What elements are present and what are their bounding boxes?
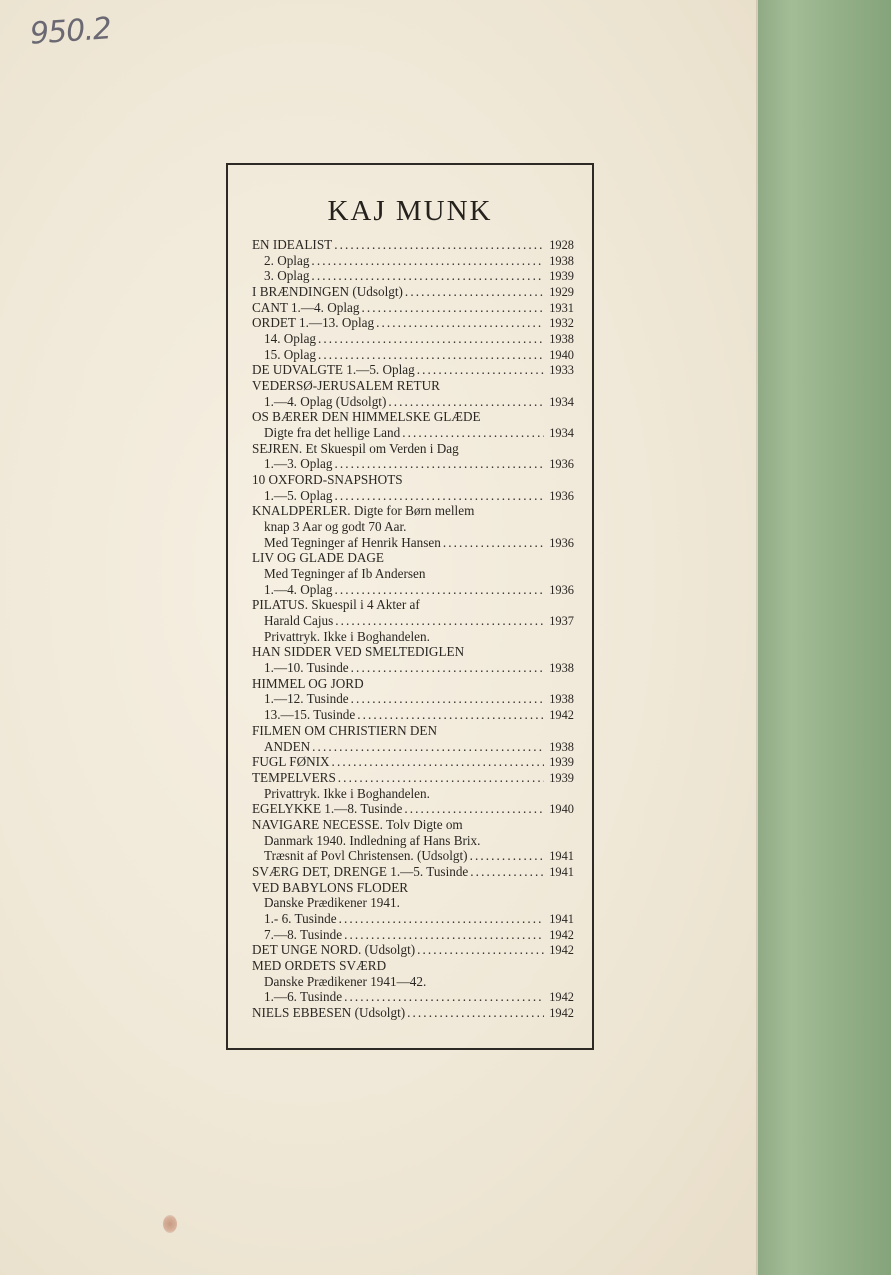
leader-dots	[470, 864, 544, 880]
list-item	[252, 378, 574, 394]
entry-title: ORDET 1.—13. Oplag	[252, 315, 375, 331]
entry-title: HIMMEL OG JORD	[252, 675, 364, 691]
entry-title: PILATUS. Skuespil i 4 Akter af	[252, 597, 420, 613]
entry-year: 1929	[549, 285, 574, 300]
entry-year: 1936	[549, 582, 574, 597]
list-item	[252, 347, 574, 363]
leader-dots	[335, 582, 545, 598]
green-spine	[758, 0, 891, 1275]
entry-year: 1940	[549, 802, 574, 817]
entry-title: OS BÆRER DEN HIMMELSKE GLÆDE	[252, 409, 481, 425]
leader-dots	[338, 770, 544, 786]
entry-year: 1931	[549, 300, 574, 315]
entry-title: 14. Oplag	[264, 331, 317, 347]
entry-title: 1.—12. Tusinde	[264, 691, 349, 707]
entry-year: 1936	[549, 488, 574, 503]
leader-dots	[311, 268, 544, 284]
list-item	[252, 676, 574, 692]
list-item	[252, 1005, 574, 1021]
entry-title: EN IDEALIST	[252, 237, 333, 252]
entry-title: 15. Oplag	[264, 346, 317, 362]
entry-year: 1942	[549, 1005, 574, 1020]
list-item	[252, 770, 574, 786]
leader-dots	[361, 300, 544, 316]
list-item	[252, 833, 574, 849]
entry-title: Med Tegninger af Henrik Hansen	[264, 534, 441, 550]
list-item	[252, 237, 574, 253]
entry-year: 1934	[549, 426, 574, 441]
leader-dots	[351, 691, 544, 707]
entry-title: Digte fra det hellige Land	[264, 425, 401, 441]
leader-dots	[339, 911, 544, 927]
entry-title: 3. Oplag	[264, 268, 310, 284]
bibliography-box	[226, 163, 594, 1050]
list-item	[252, 707, 574, 723]
leader-dots	[335, 488, 545, 504]
list-item	[252, 848, 574, 864]
leader-dots	[344, 927, 544, 943]
entry-title: LIV OG GLADE DAGE	[252, 550, 384, 566]
list-item	[252, 723, 574, 739]
list-item	[252, 974, 574, 990]
list-item	[252, 597, 574, 613]
entry-year: 1928	[549, 238, 574, 252]
leader-dots	[443, 535, 544, 551]
entry-title: FUGL FØNIX	[252, 754, 330, 770]
list-item	[252, 488, 574, 504]
leader-dots	[417, 362, 544, 378]
entry-title: Privattryk. Ikke i Boghandelen.	[264, 785, 430, 801]
entry-year: 1938	[549, 739, 574, 754]
entry-year: 1932	[549, 316, 574, 331]
list-item	[252, 691, 574, 707]
entry-title: EGELYKKE 1.—8. Tusinde	[252, 801, 403, 817]
entry-title: DET UNGE NORD. (Udsolgt)	[252, 942, 416, 958]
entry-title: FILMEN OM CHRISTIERN DEN	[252, 722, 437, 738]
entry-title: SEJREN. Et Skuespil om Verden i Dag	[252, 440, 459, 456]
entry-year: 1937	[549, 614, 574, 629]
leader-dots	[334, 237, 544, 253]
list-item	[252, 739, 574, 755]
entry-title: Privattryk. Ikke i Boghandelen.	[264, 628, 430, 644]
list-item	[252, 927, 574, 943]
list-item	[252, 880, 574, 896]
leader-dots	[388, 394, 544, 410]
list-item	[252, 942, 574, 958]
leader-dots	[318, 331, 544, 347]
entry-year: 1938	[549, 332, 574, 347]
entry-year: 1942	[549, 927, 574, 942]
leader-dots	[407, 1005, 544, 1021]
list-item	[252, 817, 574, 833]
entry-title: HAN SIDDER VED SMELTEDIGLEN	[252, 644, 465, 660]
list-item	[252, 268, 574, 284]
entry-year: 1942	[549, 990, 574, 1005]
entry-title: KNALDPERLER. Digte for Børn mellem	[252, 503, 475, 519]
entry-title: knap 3 Aar og godt 70 Aar.	[264, 519, 407, 535]
leader-dots	[312, 739, 544, 755]
entry-title: Danske Prædikener 1941.	[264, 895, 400, 911]
list-item	[252, 801, 574, 817]
entry-title: MED ORDETS SVÆRD	[252, 957, 387, 973]
author-title: KAJ MUNK	[327, 195, 493, 227]
entry-year: 1938	[549, 692, 574, 707]
list-item	[252, 519, 574, 535]
entry-title: CANT 1.—4. Oplag	[252, 299, 360, 315]
entry-year: 1941	[549, 849, 574, 864]
handwritten-note: 950.2	[28, 11, 113, 52]
list-item	[252, 409, 574, 425]
list-item	[252, 253, 574, 269]
entry-title: VEDERSØ-JERUSALEM RETUR	[252, 378, 440, 394]
leader-dots	[470, 848, 544, 864]
list-item	[252, 582, 574, 598]
entry-title: 10 OXFORD-SNAPSHOTS	[252, 472, 403, 488]
entry-title: 1.—10. Tusinde	[264, 660, 349, 676]
entry-title: 1.—6. Tusinde	[264, 989, 343, 1005]
leader-dots	[332, 754, 544, 770]
entry-title: 1.—3. Oplag	[264, 456, 333, 472]
list-item	[252, 786, 574, 802]
list-item	[252, 441, 574, 457]
leader-dots	[404, 801, 544, 817]
entry-title: 1.—5. Oplag	[264, 487, 333, 503]
entry-year: 1939	[549, 755, 574, 770]
list-item	[252, 503, 574, 519]
entry-title: Danske Prædikener 1941—42.	[264, 973, 427, 989]
leader-dots	[335, 613, 544, 629]
leader-dots	[417, 942, 544, 958]
entry-year: 1940	[549, 347, 574, 362]
entry-year: 1938	[549, 253, 574, 268]
leader-dots	[357, 707, 544, 723]
list-item	[252, 331, 574, 347]
entry-title: 7.—8. Tusinde	[264, 926, 343, 942]
leader-dots	[351, 660, 544, 676]
entry-year: 1938	[549, 661, 574, 676]
entry-year: 1939	[549, 269, 574, 284]
entry-title: NAVIGARE NECESSE. Tolv Digte om	[252, 816, 463, 832]
list-item	[252, 864, 574, 880]
leader-dots	[311, 253, 544, 269]
leader-dots	[402, 425, 544, 441]
list-item	[252, 394, 574, 410]
entry-year: 1941	[549, 911, 574, 926]
entry-year: 1936	[549, 457, 574, 472]
leader-dots	[335, 456, 545, 472]
bibliography-list	[252, 237, 574, 1021]
list-item	[252, 315, 574, 331]
entry-title: TEMPELVERS	[252, 769, 336, 785]
list-item	[252, 472, 574, 488]
list-item	[252, 895, 574, 911]
entry-year: 1941	[549, 864, 574, 879]
list-item	[252, 550, 574, 566]
list-item	[252, 644, 574, 660]
entry-title: VED BABYLONS FLODER	[252, 879, 409, 895]
entry-title: DE UDVALGTE 1.—5. Oplag	[252, 362, 415, 378]
entry-title: 13.—15. Tusinde	[264, 707, 356, 723]
list-item	[252, 613, 574, 629]
list-item	[252, 989, 574, 1005]
list-item	[252, 566, 574, 582]
list-item	[252, 754, 574, 770]
entry-title: Med Tegninger af Ib Andersen	[264, 566, 426, 582]
entry-title: Harald Cajus	[264, 613, 334, 629]
entry-year: 1942	[549, 943, 574, 958]
leader-dots	[344, 989, 544, 1005]
entry-title: I BRÆNDINGEN (Udsolgt)	[252, 284, 403, 300]
entry-title: SVÆRG DET, DRENGE 1.—5. Tusinde	[252, 863, 469, 879]
list-item	[252, 456, 574, 472]
leader-dots	[405, 284, 544, 300]
list-item	[252, 300, 574, 316]
stain-mark	[163, 1215, 177, 1233]
list-item	[252, 911, 574, 927]
list-item	[252, 629, 574, 645]
list-item	[252, 535, 574, 551]
list-item	[252, 660, 574, 676]
entry-title: 1.—4. Oplag (Udsolgt)	[264, 393, 387, 409]
entry-year: 1933	[549, 363, 574, 378]
entry-title: 1.- 6. Tusinde	[264, 910, 337, 926]
list-item	[252, 284, 574, 300]
entry-title: 2. Oplag	[264, 252, 310, 268]
entry-year: 1942	[549, 708, 574, 723]
entry-year: 1934	[549, 394, 574, 409]
entry-title: NIELS EBBESEN (Udsolgt)	[252, 1004, 406, 1020]
entry-title: Danmark 1940. Indledning af Hans Brix.	[264, 832, 481, 848]
leader-dots	[318, 347, 544, 363]
entry-year: 1936	[549, 535, 574, 550]
entry-title: 1.—4. Oplag	[264, 581, 333, 597]
entry-year: 1939	[549, 770, 574, 785]
list-item	[252, 958, 574, 974]
list-item	[252, 425, 574, 441]
entry-title: Træsnit af Povl Christensen. (Udsolgt)	[264, 848, 468, 864]
entry-title: ANDEN	[264, 738, 311, 754]
list-item	[252, 362, 574, 378]
leader-dots	[376, 315, 544, 331]
